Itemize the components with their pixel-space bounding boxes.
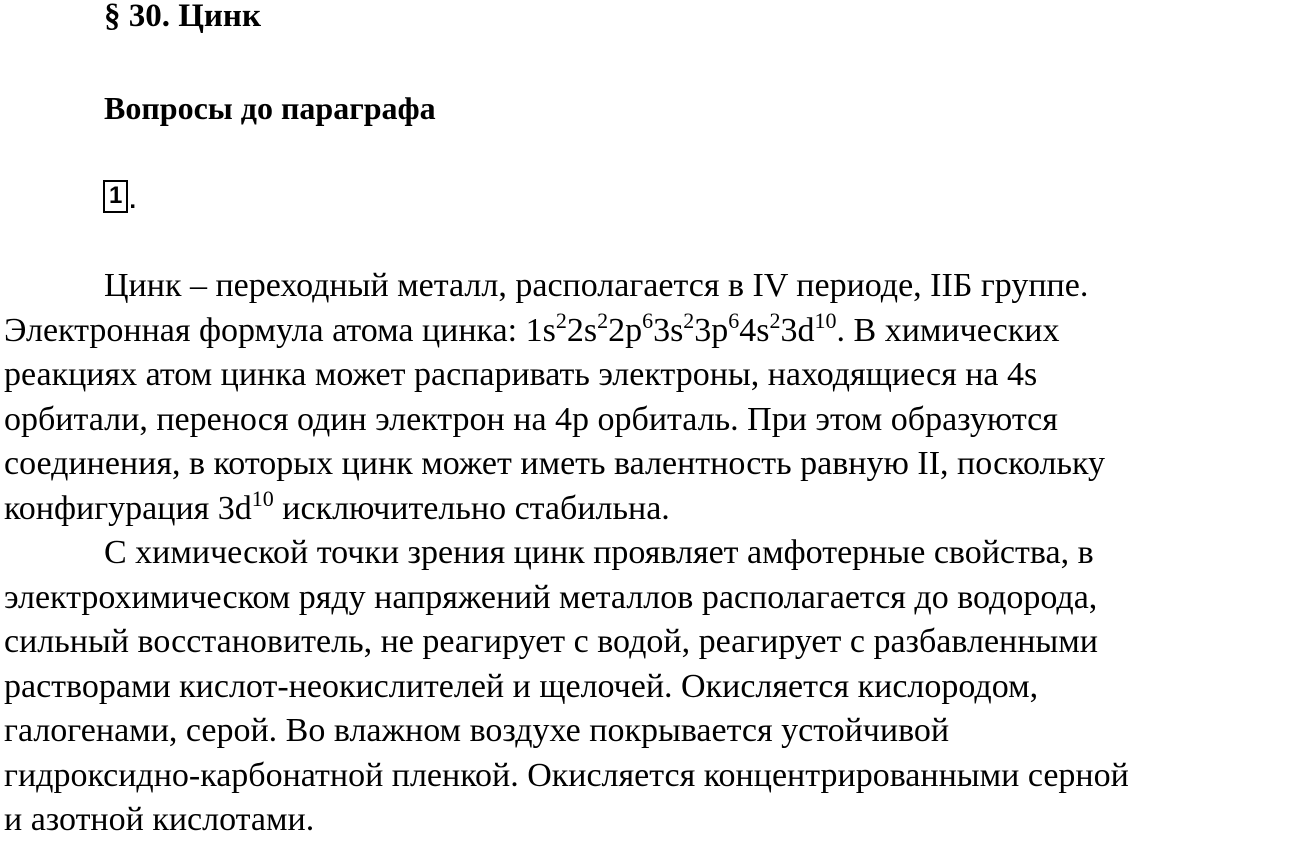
question-number [103,180,136,213]
superscript: 2 [555,307,567,333]
superscript: 2 [769,307,781,333]
paragraph2-line: гидроксидно-карбонатной пленкой. Окисляется концентрированными серной [4,756,1129,794]
configuration-suffix: исключительно стабильна. [273,489,670,527]
answer-text [4,264,1296,843]
paragraph2-line: и азотной кислотами. [4,801,315,838]
paragraph1-line: Цинк – переходный металл, располагается в IV периоде, IIБ группе. [104,267,1089,304]
paragraph1-line: орбитали, перенося один электрон на 4р орбиталь. При этом образуются [4,400,1058,438]
paragraph2-line: С химической точки зрения цинк проявляет амфотерные свойства, в [104,534,1094,571]
subsection-title: Вопросы до параграфа [104,90,436,126]
formula-part: 3p [694,311,729,349]
paragraph1-line-formula [4,309,1296,354]
formula-prefix: Электронная формула атома цинка: 1s [4,311,556,349]
question-number-box: 1 [103,180,128,213]
formula-part: 3s [653,311,684,349]
paragraph1-line: реакциях атом цинка может распаривать электроны, находящиеся на 4s [4,356,1038,393]
superscript: 10 [814,307,837,333]
section-title: § 30. Цинк [104,0,261,34]
paragraph2-line: сильный восстановитель, не реагирует с водой, реагирует с разбавленными [4,623,1098,660]
configuration-prefix: конфигурация 3d [4,489,252,527]
formula-part: 2s [566,311,598,349]
paragraph2-line: растворами кислот-неокислителей и щелочей. Окисляется кислородом, [4,667,1039,705]
superscript: 10 [251,485,274,511]
superscript: 2 [683,307,695,333]
paragraph1-line: соединения, в которых цинк может иметь валентность равную II, поскольку [4,445,1106,482]
paragraph1-line-configuration [4,487,1296,532]
paragraph2-line: галогенами, серой. Во влажном воздухе покрывается устойчивой [4,712,950,749]
formula-part: 4s [739,311,770,349]
formula-suffix: . В химических [836,311,1060,349]
superscript: 6 [728,307,740,333]
formula-part: 3d [780,311,815,349]
paragraph2-line: электрохимическом ряду напряжений металлов располагается до водорода, [4,578,1098,616]
question-number-dot: . [129,187,137,214]
formula-part: 2p [608,311,643,349]
superscript: 6 [642,307,654,333]
superscript: 2 [597,307,609,333]
